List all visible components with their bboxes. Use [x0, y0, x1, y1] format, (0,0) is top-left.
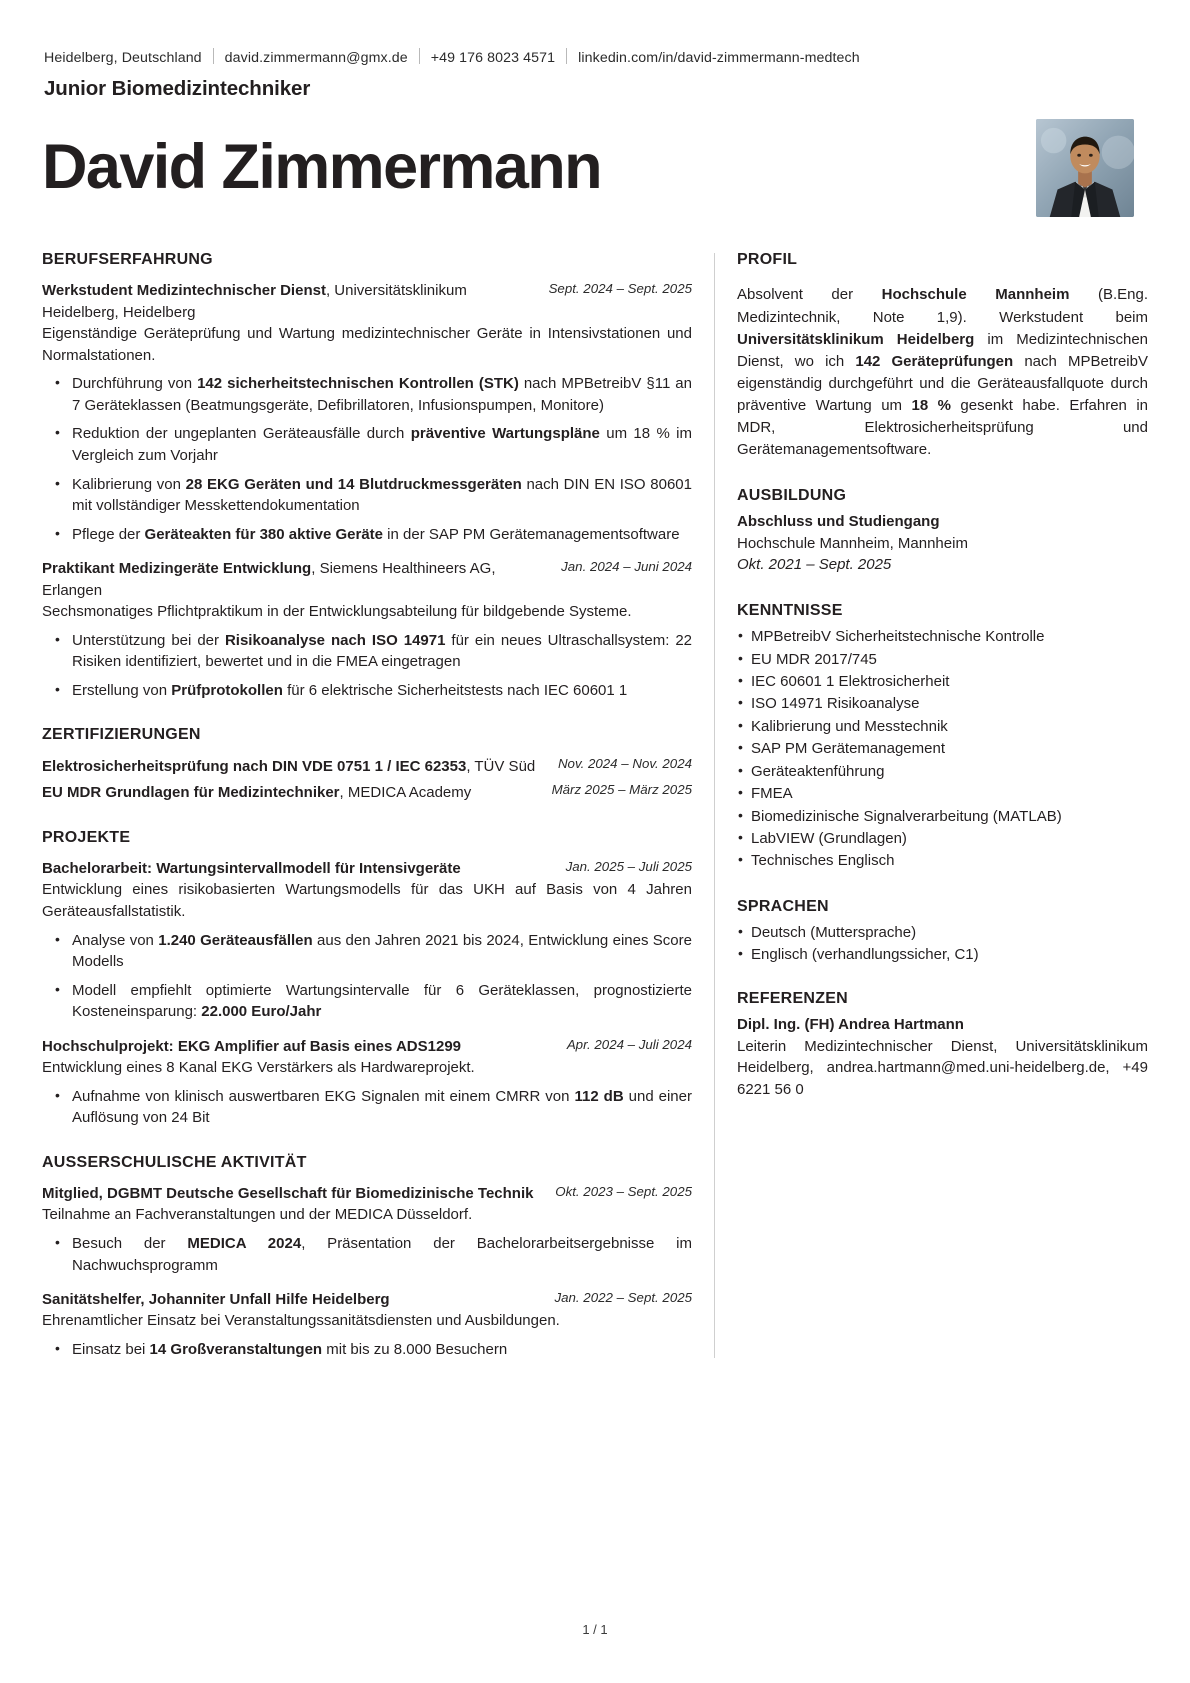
main-column [42, 251, 714, 1385]
entry-title: Sanitätshelfer, Johanniter Unfall Hilfe Heidelberg [42, 1291, 390, 1309]
entry-date: Jan. 2024 – Juni 2024 [561, 559, 692, 575]
section-kenntnisse [737, 602, 1148, 872]
entry-description: Entwicklung eines risikobasierten Wartungsmodells für das UKH auf Basis von 4 Jahren Geräteausfallstatistik. [42, 881, 692, 921]
project-entry-list [42, 858, 692, 1129]
entry-bullet-list [42, 630, 692, 702]
entry-bullet-list [42, 1339, 692, 1361]
contact-separator [566, 48, 567, 64]
entry-bullet-list [42, 373, 692, 545]
contact-item[interactable]: +49 176 8023 4571 [430, 50, 556, 66]
section-title-projects: PROJEKTE [42, 829, 131, 847]
entry [42, 1183, 692, 1276]
entry-title: Bachelorarbeit: Wartungsintervallmodell für Intensivgeräte [42, 860, 461, 878]
list-item: • Pflege der Geräteakten für 380 aktive Geräte in der SAP PM Gerätemanagementsoftware [72, 524, 692, 546]
entry [42, 280, 692, 545]
list-item: • Erstellung von Prüfprotokollen für 6 elektrische Sicherheitstests nach IEC 60601 1 [72, 680, 692, 702]
entry-bullet-list [42, 930, 692, 1023]
skill-item: • ISO 14971 Risikoanalyse [751, 693, 1148, 714]
contact-separator [213, 48, 214, 64]
section-profil [737, 251, 1148, 460]
section-title-profile: PROFIL [737, 251, 798, 269]
certification-row [42, 781, 692, 804]
entry [42, 1289, 692, 1360]
education-date: Okt. 2021 – Sept. 2025 [737, 556, 892, 574]
certification-name: EU MDR Grundlagen für Medizintechniker, MEDICA Academy [42, 783, 472, 801]
section-zertifizierungen [42, 726, 692, 804]
certification-row [42, 755, 692, 778]
section-referenzen [737, 990, 1148, 1101]
entry-title: Praktikant Medizingeräte Entwicklung, Siemens Healthineers AG, Erlangen [42, 560, 496, 599]
profile-text: Absolvent der Hochschule Mannheim (B.Eng. Medizintechnik, Note 1,9). Werkstudent beim Universitätsklinikum Heidelberg im Medizintechnischen Dienst, wo ich 142 Geräteprüfungen nach MPBetreibV eigenständig durchgeführt und die Geräteausfallquote durch präventive Wartung um 18 % gesenkt habe. Erfahren in MDR, Elektrosicherheitsprüfung und Gerätemanagementsoftware. [737, 286, 1149, 458]
section-ausbildung [737, 487, 1148, 576]
section-title-experience: BERUFSERFAHRUNG [42, 251, 213, 269]
contact-item[interactable]: david.zimmermann@gmx.de [224, 50, 408, 66]
skill-item: • FMEA [751, 783, 1148, 804]
section-title-education: AUSBILDUNG [737, 486, 847, 504]
entry-bullet-list [42, 1086, 692, 1129]
avatar [1036, 119, 1134, 217]
page-title: David Zimmermann [42, 132, 602, 203]
entry-header [42, 1183, 692, 1204]
body-columns [42, 251, 1148, 1385]
page-indicator: 1 / 1 [582, 1622, 608, 1637]
entry-description: Entwicklung eines 8 Kanal EKG Verstärkers als Hardwareprojekt. [42, 1059, 475, 1077]
entry-header [42, 558, 692, 601]
contact-separator [419, 48, 420, 64]
entry-description: Sechsmonatiges Pflichtpraktikum in der Entwicklungsabteilung für bildgebende Systeme. [42, 602, 632, 620]
skill-item: • MPBetreibV Sicherheitstechnische Kontrolle [751, 626, 1148, 647]
skill-item: • EU MDR 2017/745 [751, 649, 1148, 670]
entry-description: Ehrenamtlicher Einsatz bei Veranstaltungssanitätsdiensten und Ausbildungen. [42, 1312, 560, 1330]
list-item: • Unterstützung bei der Risikoanalyse nach ISO 14971 für ein neues Ultraschallsystem: 22 Risiken identifiziert, bewertet und in die FMEA eingetragen [72, 630, 692, 673]
reference-detail: Leiterin Medizintechnischer Dienst, Universitätsklinikum Heidelberg, andrea.hartmann@med.uni-heidelberg.de, +49 6221 56 0 [737, 1037, 1148, 1099]
entry-header [42, 1289, 692, 1310]
entry [42, 1036, 692, 1129]
languages-list [737, 922, 1148, 966]
entry-description: Teilnahme an Fachveranstaltungen und der MEDICA Düsseldorf. [42, 1206, 473, 1224]
extracurricular-entry-list [42, 1183, 692, 1361]
entry-title: Hochschulprojekt: EKG Amplifier auf Basis eines ADS1299 [42, 1038, 462, 1055]
experience-entry-list [42, 280, 692, 701]
certification-date: Nov. 2024 – Nov. 2024 [557, 756, 692, 772]
portrait-photo-icon [1036, 119, 1134, 217]
entry-description: Eigenständige Geräteprüfung und Wartung medizintechnischer Geräte in Intensivstationen und Normalstationen. [42, 325, 692, 364]
entry-date: Jan. 2022 – Sept. 2025 [554, 1290, 692, 1306]
entry-header [42, 1036, 692, 1057]
section-title-skills: KENNTNISSE [737, 602, 843, 620]
name-row [42, 115, 1148, 217]
job-title: Junior Biomedizintechniker [44, 77, 311, 101]
section-berufserfahrung [42, 251, 692, 701]
section-ausserschulische-aktivitaet [42, 1154, 692, 1361]
entry [42, 858, 692, 1023]
list-item: • Kalibrierung von 28 EKG Geräten und 14 Blutdruckmessgeräten nach DIN EN ISO 80601 mit vollständiger Messkettendokumentation [72, 474, 692, 517]
section-title-languages: SPRACHEN [737, 897, 829, 915]
section-projekte [42, 829, 692, 1129]
skill-item: • Biomedizinische Signalverarbeitung (MATLAB) [751, 806, 1148, 827]
certification-name: Elektrosicherheitsprüfung nach DIN VDE 0751 1 / IEC 62353, TÜV Süd [42, 758, 536, 776]
contact-item: Heidelberg, Deutschland [44, 50, 202, 66]
language-item: • Englisch (verhandlungssicher, C1) [751, 944, 1148, 965]
contact-line [44, 46, 1148, 67]
entry-date: Okt. 2023 – Sept. 2025 [555, 1184, 692, 1200]
skill-item: • IEC 60601 1 Elektrosicherheit [751, 671, 1148, 692]
skill-item: • Geräteaktenführung [751, 761, 1148, 782]
entry-header [42, 280, 692, 323]
entry-date: Jan. 2025 – Juli 2025 [565, 859, 692, 875]
education-school: Hochschule Mannheim, Mannheim [737, 534, 968, 552]
list-item: • Modell empfiehlt optimierte Wartungsintervalle für 6 Geräteklassen, prognostizierte Kosteneinsparung: 22.000 Euro/Jahr [72, 980, 692, 1023]
skill-item: • Kalibrierung und Messtechnik [751, 716, 1148, 737]
entry [42, 558, 692, 701]
section-title-references: REFERENZEN [737, 989, 848, 1007]
section-sprachen [737, 898, 1148, 966]
education-degree: Abschluss und Studiengang [737, 512, 940, 530]
entry-header [42, 858, 692, 879]
entry-date: Apr. 2024 – Juli 2024 [566, 1037, 692, 1052]
certification-list [42, 755, 692, 804]
contact-item[interactable]: linkedin.com/in/david-zimmermann-medtech [578, 50, 860, 66]
skill-item: • Technisches Englisch [751, 850, 1148, 871]
skill-item: • LabVIEW (Grundlagen) [751, 828, 1148, 849]
section-title-certifications: ZERTIFIZIERUNGEN [42, 726, 201, 744]
entry-date: Sept. 2024 – Sept. 2025 [548, 281, 692, 297]
reference-name: Dipl. Ing. (FH) Andrea Hartmann [737, 1015, 964, 1033]
list-item: • Einsatz bei 14 Großveranstaltungen mit bis zu 8.000 Besuchern [72, 1339, 692, 1361]
list-item: • Besuch der MEDICA 2024, Präsentation der Bachelorarbeitsergebnisse im Nachwuchsprogramm [72, 1233, 692, 1276]
entry-title: Werkstudent Medizintechnischer Dienst, Universitätsklinikum Heidelberg, Heidelberg [42, 282, 467, 321]
skill-item: • SAP PM Gerätemanagement [751, 738, 1148, 759]
skills-list [737, 626, 1148, 872]
entry-title: Mitglied, DGBMT Deutsche Gesellschaft für Biomedizinische Technik [42, 1185, 534, 1203]
language-item: • Deutsch (Muttersprache) [751, 922, 1148, 943]
list-item: • Analyse von 1.240 Geräteausfällen aus den Jahren 2021 bis 2024, Entwicklung eines Score Modells [72, 930, 692, 973]
list-item: • Reduktion der ungeplanten Geräteausfälle durch präventive Wartungspläne um 18 % im Vergleich zum Vorjahr [72, 423, 692, 466]
entry-bullet-list [42, 1233, 692, 1276]
list-item: • Durchführung von 142 sicherheitstechnischen Kontrollen (STK) nach MPBetreibV §11 an 7 Geräteklassen (Beatmungsgeräte, Defibrillatoren, Infusionspumpen, Monitore) [72, 373, 692, 416]
list-item: • Aufnahme von klinisch auswertbaren EKG Signalen mit einem CMRR von 112 dB und einer Auflösung von 24 Bit [72, 1086, 692, 1129]
section-title-extracurricular: AUSSERSCHULISCHE AKTIVITÄT [42, 1154, 307, 1172]
sidebar-column [715, 251, 1148, 1385]
certification-date: März 2025 – März 2025 [551, 781, 692, 797]
